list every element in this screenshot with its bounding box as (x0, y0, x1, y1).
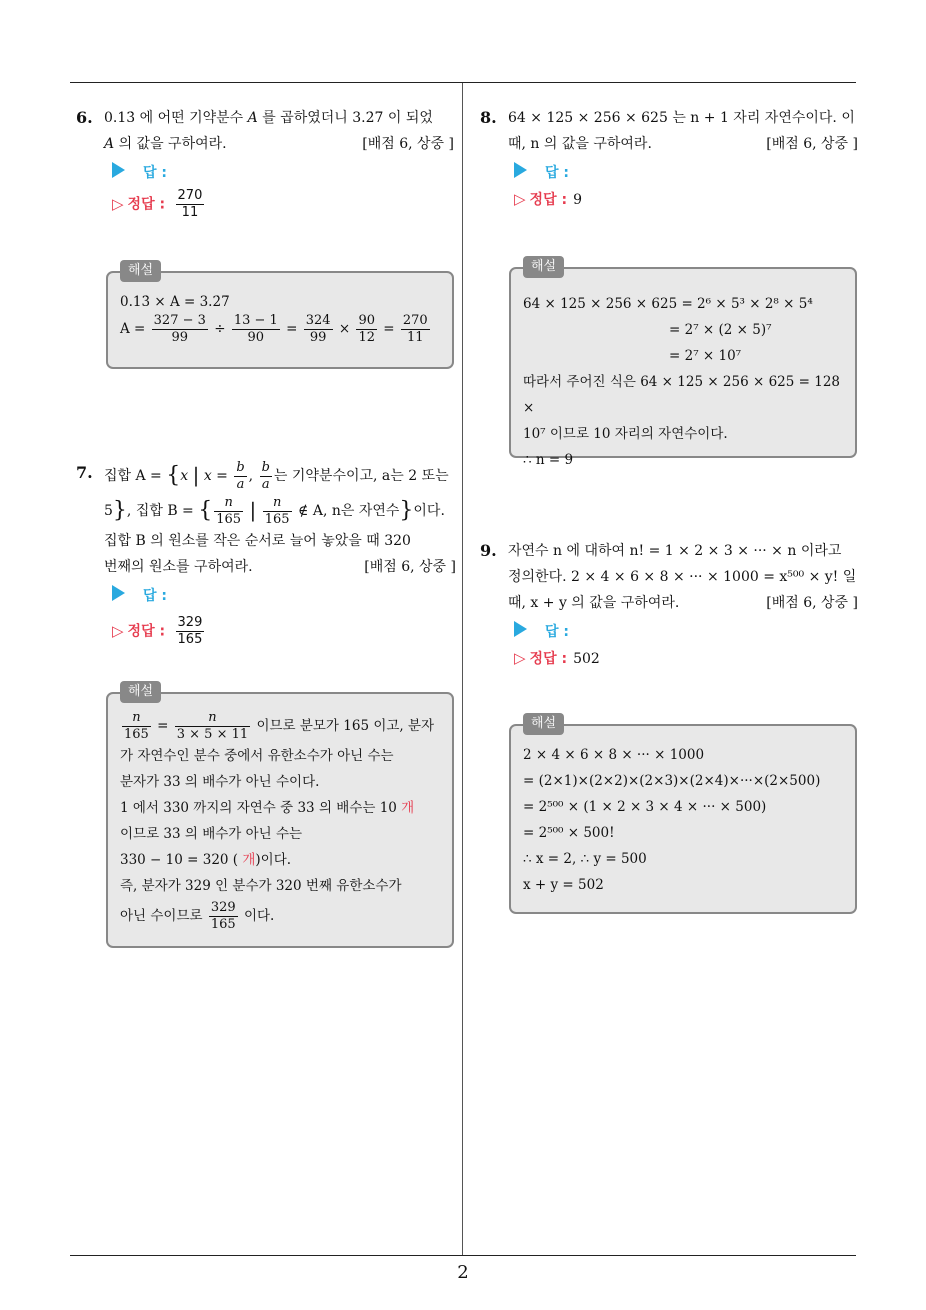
explanation-body (523, 291, 845, 473)
operator: = (383, 321, 395, 337)
explanation-line (120, 313, 442, 346)
problem-7-answers (104, 583, 454, 647)
fraction (401, 313, 430, 346)
answer-line (514, 619, 856, 645)
problem-meta: [배점 6, 상중 ] (364, 559, 456, 575)
problem-meta: [배점 6, 상중 ] (362, 136, 454, 152)
numerator: 90 (358, 313, 375, 328)
denominator: 99 (309, 330, 327, 345)
explanation-line (120, 899, 442, 933)
problem-text-line: 자연수 n 에 대하여 n! = 1 × 2 × 3 × ··· × n 이라고 (508, 543, 842, 559)
problem-number: 8. (480, 108, 497, 127)
explanation-body (120, 710, 442, 933)
page-number: 2 (457, 1262, 469, 1283)
play-triangle-icon (112, 585, 125, 601)
play-triangle-icon (514, 621, 527, 637)
problem-text-line: 0.13̇ 에 어떤 기약분수 A 를 곱하였더니 3.2̇7̇ 이 되었 (104, 110, 433, 126)
answer-label: 답 : (545, 165, 569, 181)
outline-triangle-icon: ▷ (514, 190, 526, 208)
explanation-line: 가 자연수인 분수 중에서 유한소수가 아닌 수는 (120, 748, 394, 764)
correct-label: 정답 : (127, 196, 166, 213)
problem-7 (76, 458, 456, 580)
explanation-line: 즉, 분자가 329 인 분수가 320 번째 유한소수가 (120, 878, 402, 894)
explanation-body (523, 742, 845, 898)
explanation-box-8 (509, 259, 857, 468)
fraction (175, 710, 250, 743)
problem-8 (480, 105, 858, 157)
numerator: n (175, 710, 250, 727)
problem-text-line: 집합 A = {x | x = $\frac{b}{a}$ , $\frac{b}{a}$ 는 기약분수이고, a는 2 또는 (104, 459, 449, 492)
denominator: 99 (171, 330, 189, 345)
denominator: 165 (124, 727, 149, 742)
denominator: 165 (264, 511, 290, 527)
explanation-line: 0.13̇ × A = 3.2̇7̇ (120, 294, 230, 310)
explanation-line: = 2⁵⁰⁰ × 500! (523, 825, 615, 841)
header-rule (70, 82, 856, 83)
explanation-line (120, 847, 442, 873)
fraction (122, 710, 151, 743)
numerator: b (261, 459, 270, 475)
numerator: n (263, 495, 292, 512)
explanation-line: ∴ n = 9 (523, 452, 574, 468)
fraction (214, 495, 243, 528)
problem-6 (76, 105, 454, 157)
problem-meta: [배점 6, 상중 ] (766, 136, 858, 152)
correct-answer-value: 9 (573, 192, 582, 208)
denominator: 11 (181, 205, 199, 220)
correct-answer-line (112, 188, 454, 220)
bar: | (249, 498, 257, 522)
explanation-line: 이므로 33 의 배수가 아닌 수는 (120, 826, 303, 842)
explanation-tag: 해설 (523, 256, 564, 278)
explanation-tag: 해설 (523, 713, 564, 735)
fraction (234, 460, 246, 493)
play-triangle-icon (112, 162, 125, 178)
explanation-line: = 2⁵⁰⁰ × (1 × 2 × 3 × 4 × ··· × 500) (523, 799, 767, 815)
numerator: b (236, 459, 245, 475)
text: 는 기약분수이고, a는 2 또는 (273, 468, 449, 484)
denominator: a (261, 476, 270, 492)
correct-label: 정답 : (529, 192, 568, 208)
text: )이다. (255, 852, 292, 868)
denominator: 165 (210, 917, 236, 932)
denominator: 12 (358, 330, 375, 345)
explanation-tag: 해설 (120, 681, 161, 703)
problem-number: 9. (480, 541, 497, 560)
text: ∉ A, n은 자연수 (298, 503, 400, 519)
correct-label: 정답 : (127, 623, 166, 640)
explanation-line: x + y = 502 (523, 877, 604, 893)
denominator: 90 (247, 330, 265, 345)
unit-highlight: 개 (401, 800, 415, 816)
fraction (356, 313, 377, 346)
explanation-line: 따라서 주어진 식은 64 × 125 × 256 × 625 = 128 × (523, 374, 841, 416)
denominator: 3 × 5 × 11 (176, 727, 249, 742)
explanation-line: 64 × 125 × 256 × 625 = 2⁶ × 5³ × 2⁸ × 5⁴ (523, 296, 813, 312)
answer-line (112, 160, 454, 186)
operator: = (286, 321, 298, 337)
explanation-line: = 2⁷ × (2 × 5)⁷ (669, 322, 772, 338)
explanation-line (120, 795, 442, 821)
brace: { (198, 498, 213, 523)
play-triangle-icon (514, 162, 527, 178)
problem-6-answers (104, 160, 454, 220)
fraction (232, 313, 280, 346)
operator: ÷ (214, 321, 226, 337)
operator: × (338, 321, 351, 337)
answer-line (514, 160, 856, 186)
problem-number: 6. (76, 108, 93, 127)
column-divider (462, 83, 463, 1255)
correct-answer-line (514, 186, 856, 212)
text: 5 (104, 503, 113, 519)
denominator: a (236, 476, 245, 492)
answer-line (112, 583, 454, 609)
explanation-tag: 해설 (120, 260, 161, 282)
problem-text-line: A 의 값을 구하여라. [배점 6, 상중 ] (104, 131, 454, 157)
text: 아닌 수이므로 (120, 908, 203, 924)
fraction (260, 460, 272, 493)
text: 1 에서 330 까지의 자연수 중 33 의 배수는 10 (120, 800, 397, 816)
fraction (152, 313, 208, 346)
numerator: 329 (210, 900, 236, 915)
problem-text-line (104, 554, 456, 580)
numerator: 13 − 1 (233, 313, 278, 328)
answer-label: 답 : (143, 165, 167, 181)
answer-label: 답 : (545, 624, 569, 640)
brace: } (399, 498, 414, 523)
brace: } (112, 498, 127, 523)
problem-number: 7. (76, 463, 93, 482)
explanation-body (120, 291, 442, 346)
explanation-line: = 2⁷ × 10⁷ (669, 348, 742, 364)
correct-answer-line (112, 615, 454, 647)
explanation-box-9 (509, 716, 857, 914)
correct-answer-value: 502 (573, 651, 600, 667)
problem-meta: [배점 6, 상중 ] (766, 595, 858, 611)
text: 번째의 원소를 구하여라. (104, 559, 253, 575)
problem-text-line: 집합 B 의 원소를 작은 순서로 늘어 놓았을 때 320 (104, 533, 411, 549)
explanation-line: 분자가 33 의 배수가 아닌 수이다. (120, 774, 320, 790)
correct-answer-fraction (176, 615, 205, 648)
brace: { (166, 463, 181, 488)
numerator: 329 (177, 615, 203, 630)
numerator: 327 − 3 (153, 313, 206, 328)
answer-label: 답 : (143, 588, 167, 604)
problem-9 (480, 538, 858, 616)
denominator: 11 (407, 330, 424, 345)
explanation-line: $\frac{n}{165}$ = $\frac{n}{3 \times 5 \times 11}$ 이므로 분모가 165 이고, 분자 (124, 710, 435, 742)
text: 이므로 분모가 165 이고, 분자 (256, 718, 435, 734)
fraction (304, 313, 333, 346)
text: 이다. (413, 503, 445, 519)
outline-triangle-icon: ▷ (514, 649, 526, 667)
text: x = (203, 468, 228, 484)
problem-8-answers (506, 160, 856, 212)
numerator: 270 (402, 313, 428, 328)
numerator: 324 (305, 313, 331, 328)
numerator: n (214, 495, 243, 512)
text: 330 − 10 = 320 ( (120, 852, 239, 868)
problem-text-line (508, 590, 858, 616)
denominator: 165 (177, 632, 203, 647)
numerator: n (122, 710, 151, 727)
outline-triangle-icon: ▷ (112, 621, 124, 640)
denominator: 165 (216, 511, 242, 527)
correct-answer-line (514, 645, 856, 671)
explanation-line: 10⁷ 이므로 10 자리의 자연수이다. (523, 426, 728, 442)
outline-triangle-icon: ▷ (112, 194, 124, 213)
correct-answer-fraction (176, 188, 205, 221)
text: 때, x + y 의 값을 구하여라. (508, 595, 680, 611)
problem-9-answers (506, 619, 856, 671)
bar: | (192, 463, 200, 487)
text: 집합 A = (104, 468, 162, 484)
lhs: A = (120, 321, 146, 337)
explanation-line: 2 × 4 × 6 × 8 × ··· × 1000 (523, 747, 705, 763)
problem-text-line (104, 492, 456, 528)
text: 이다. (243, 908, 275, 924)
footer-rule (70, 1255, 856, 1256)
text: , 집합 B = (126, 503, 194, 519)
explanation-line: ∴ x = 2, ∴ y = 500 (523, 851, 647, 867)
problem-text-line (508, 131, 858, 157)
text: 때, n 의 값을 구하여라. (508, 136, 652, 152)
var: x (180, 468, 189, 484)
explanation-box-7 (106, 684, 454, 948)
fraction (209, 900, 238, 933)
problem-text-line: 64 × 125 × 256 × 625 는 n + 1 자리 자연수이다. 이 (508, 110, 855, 126)
problem-text-line: 정의한다. 2 × 4 × 6 × 8 × ··· × 1000 = x⁵⁰⁰ × y! 일 (508, 569, 857, 585)
explanation-line: = (2×1)×(2×2)×(2×3)×(2×4)×···×(2×500) (523, 773, 821, 789)
unit-highlight: 개 (242, 852, 256, 868)
fraction (263, 495, 292, 528)
explanation-box-6 (106, 263, 454, 369)
numerator: 270 (177, 188, 203, 203)
correct-label: 정답 : (529, 651, 568, 667)
